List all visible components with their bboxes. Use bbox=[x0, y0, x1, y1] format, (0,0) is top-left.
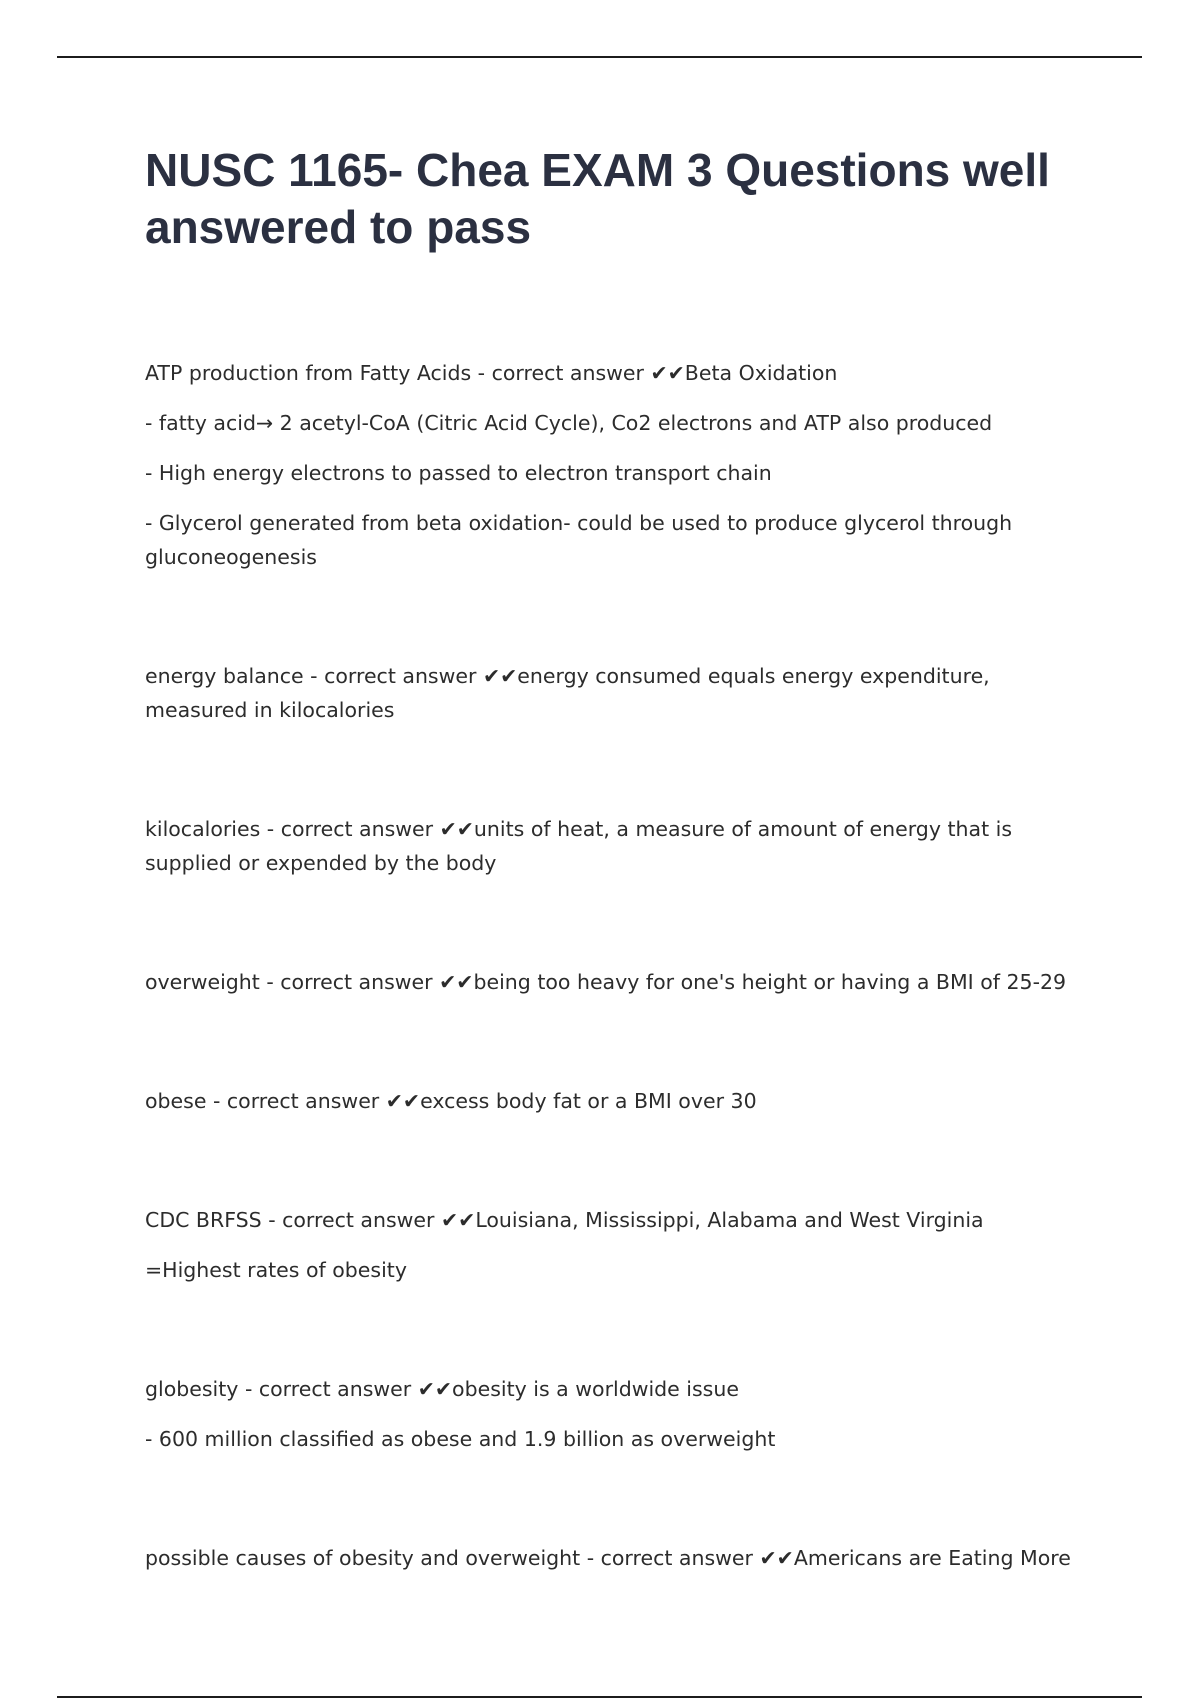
qa-line: ATP production from Fatty Acids - correct answer ✔✔Beta Oxidation bbox=[145, 361, 838, 385]
document-title: NUSC 1165- Chea EXAM 3 Questions well answered to pass bbox=[145, 144, 1050, 253]
qa-line: energy balance - correct answer ✔✔energy consumed equals energy expenditure, measured in kilocalories bbox=[145, 664, 990, 722]
bottom-rule bbox=[57, 1696, 1142, 1698]
qa-entry-obese bbox=[145, 1084, 1085, 1118]
qa-entry-possible-causes bbox=[145, 1541, 1085, 1575]
qa-line: obese - correct answer ✔✔excess body fat or a BMI over 30 bbox=[145, 1089, 757, 1113]
qa-entry-cdc-brfss bbox=[145, 1203, 1085, 1287]
qa-line: - Glycerol generated from beta oxidation- could be used to produce glycerol through gluconeogenesis bbox=[145, 511, 1013, 569]
qa-entry-overweight bbox=[145, 965, 1085, 999]
qa-line: overweight - correct answer ✔✔being too heavy for one's height or having a BMI of 25-29 bbox=[145, 970, 1067, 994]
qa-line: - High energy electrons to passed to electron transport chain bbox=[145, 461, 772, 485]
qa-line: kilocalories - correct answer ✔✔units of heat, a measure of amount of energy that is supplied or expended by the body bbox=[145, 817, 1012, 875]
qa-line: CDC BRFSS - correct answer ✔✔Louisiana, Mississippi, Alabama and West Virginia bbox=[145, 1208, 984, 1232]
qa-line: - 600 million classified as obese and 1.9 billion as overweight bbox=[145, 1427, 776, 1451]
qa-entry-globesity bbox=[145, 1372, 1085, 1456]
qa-line: globesity - correct answer ✔✔obesity is a worldwide issue bbox=[145, 1377, 739, 1401]
document-body bbox=[145, 356, 1085, 1575]
top-rule bbox=[57, 56, 1142, 58]
qa-entry-atp-fatty-acids bbox=[145, 356, 1085, 574]
qa-line: possible causes of obesity and overweight - correct answer ✔✔Americans are Eating More bbox=[145, 1546, 1071, 1570]
qa-entry-kilocalories bbox=[145, 812, 1085, 880]
qa-line: =Highest rates of obesity bbox=[145, 1258, 407, 1282]
qa-line: - fatty acid→ 2 acetyl-CoA (Citric Acid Cycle), Co2 electrons and ATP also produced bbox=[145, 411, 993, 435]
qa-entry-energy-balance bbox=[145, 659, 1085, 727]
